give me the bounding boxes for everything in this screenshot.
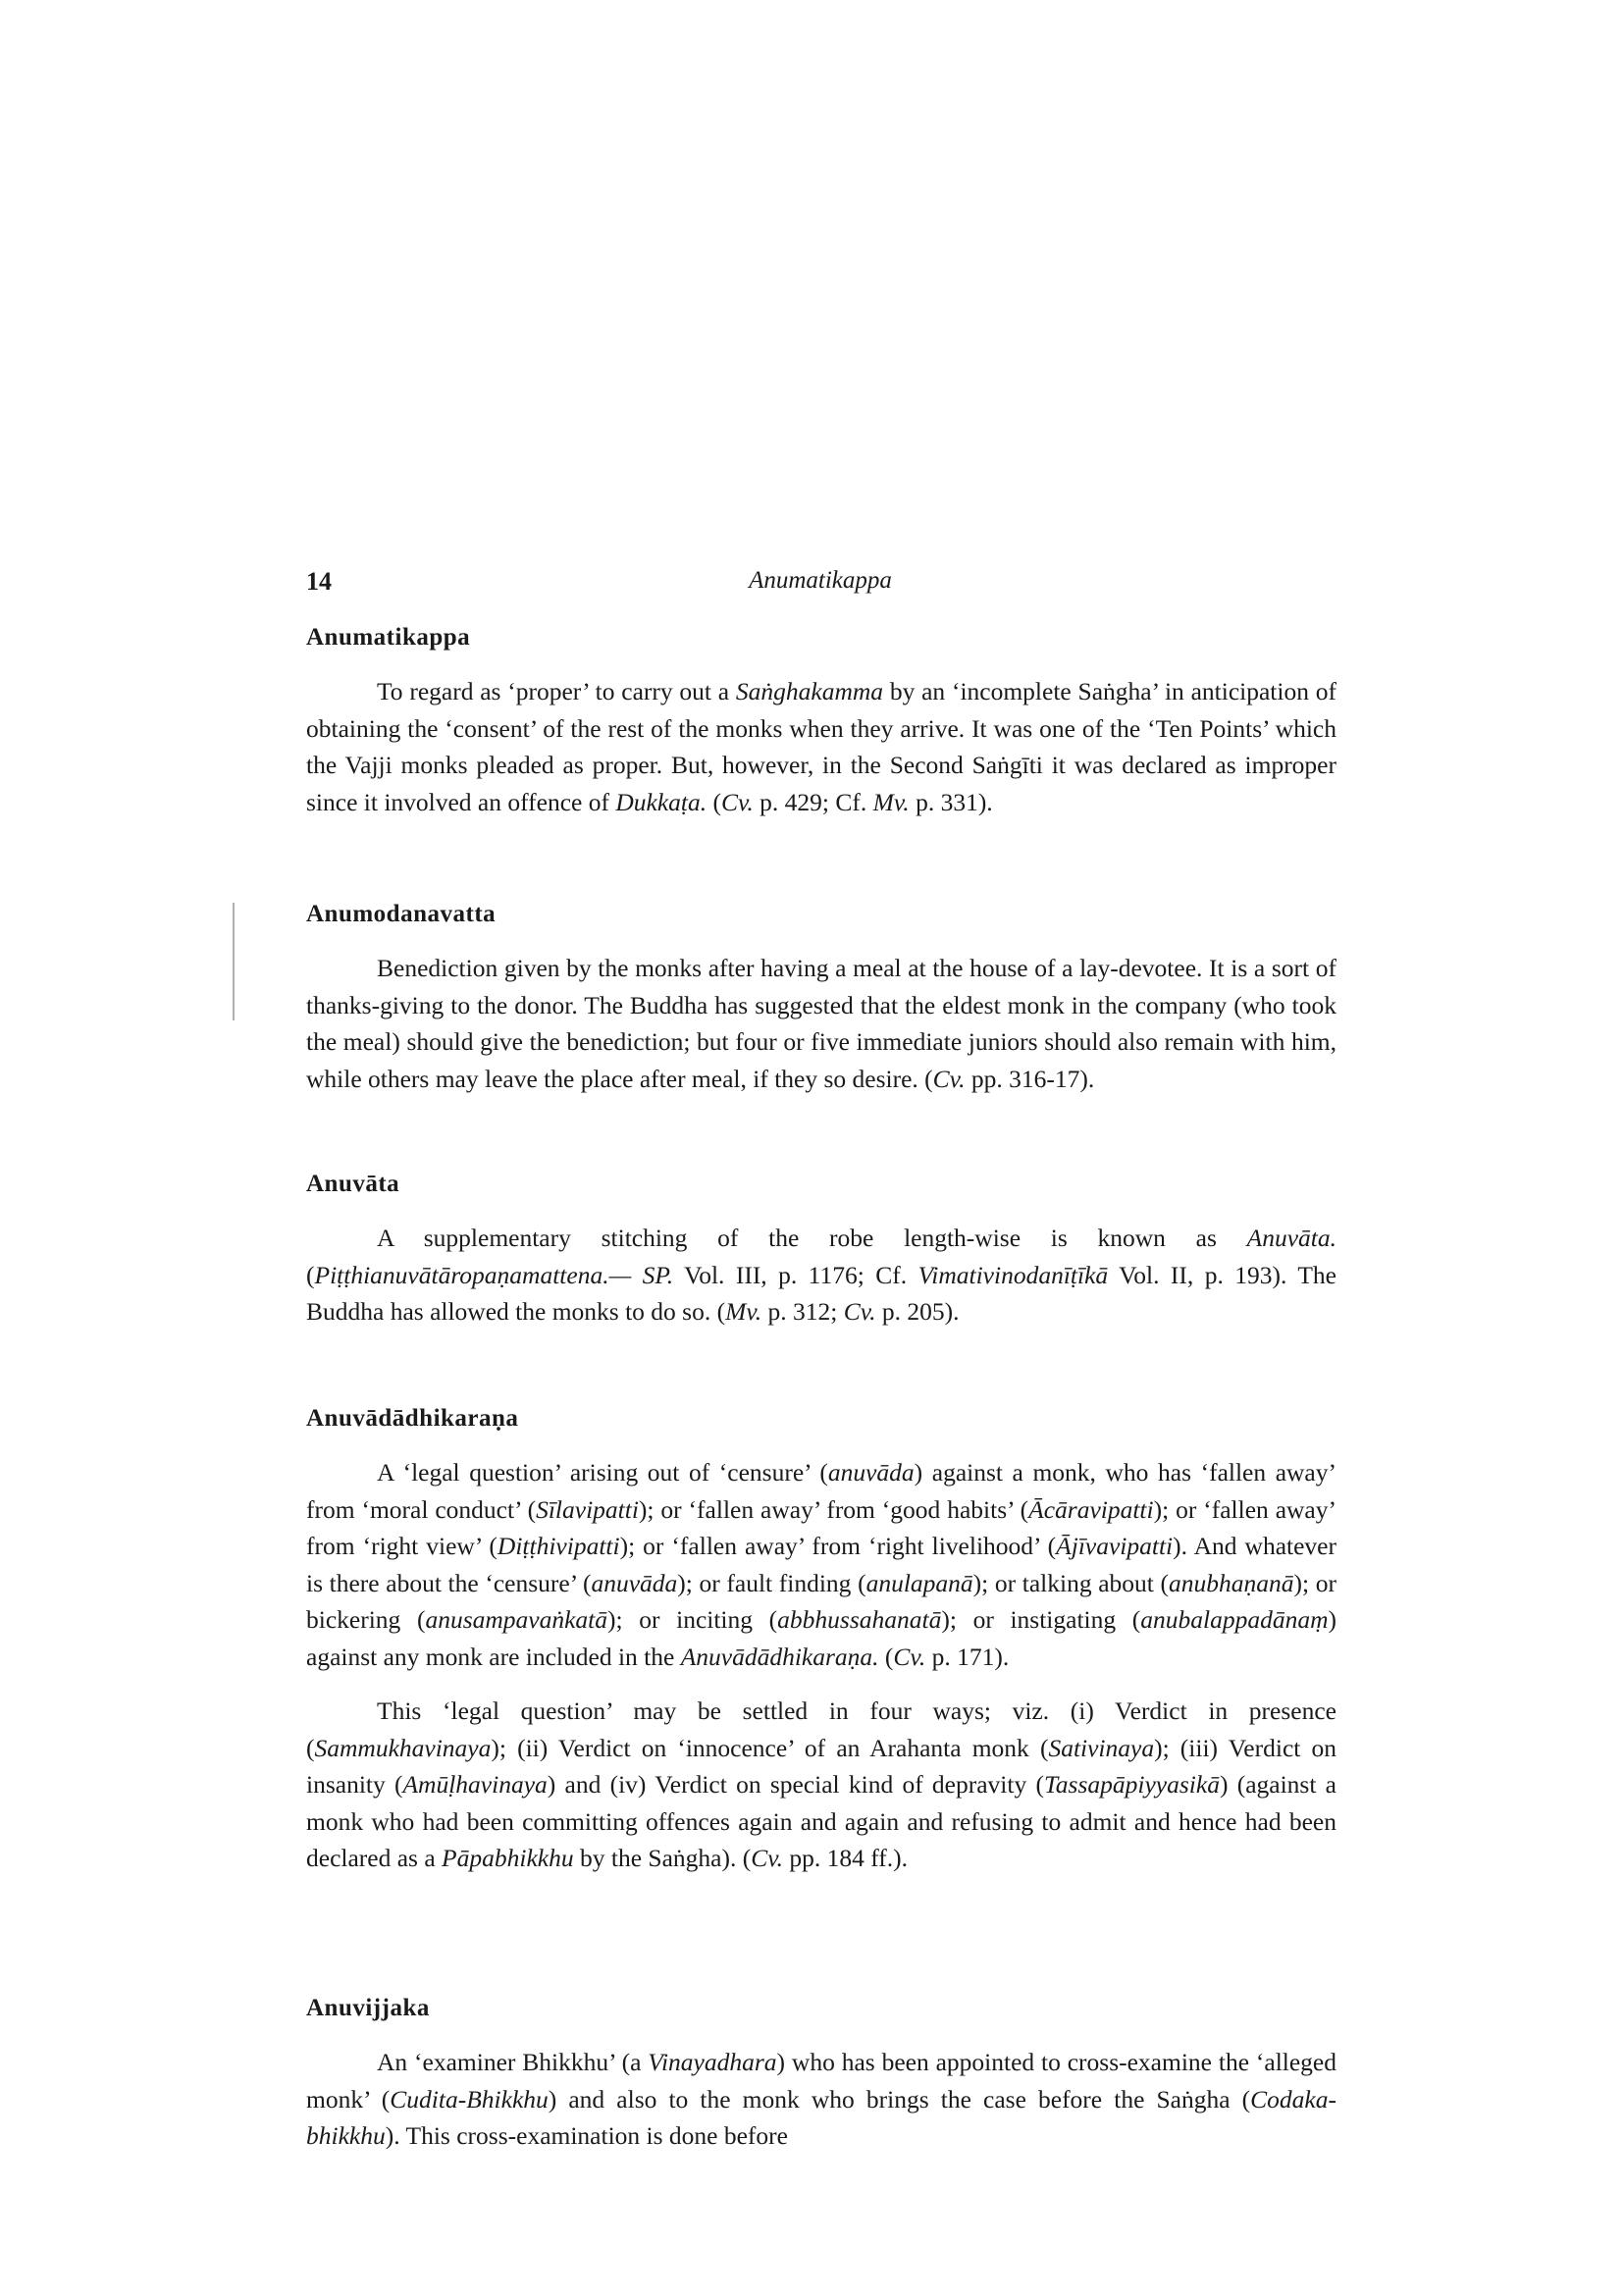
entry-headword: Anuvādādhikaraṇa — [306, 1405, 519, 1432]
text-run: A ‘legal question’ arising out of ‘censure’ ( — [377, 1458, 828, 1487]
text-run: ); or bickering ( — [306, 1568, 1336, 1634]
italic-term: Dukkaṭa. — [615, 787, 707, 816]
italic-term: Cv. — [843, 1297, 876, 1326]
text-run: ( — [878, 1642, 894, 1671]
italic-term: Cv. — [893, 1642, 926, 1671]
italic-term: Mv. — [725, 1297, 762, 1326]
text-run: ) against a monk, who has ‘fallen away’ from ‘moral conduct’ ( — [306, 1458, 1336, 1524]
text-run: ) against any monk are included in the — [306, 1605, 1336, 1671]
italic-term: anubalappadānaṃ — [1140, 1605, 1329, 1634]
entry-paragraph — [306, 2044, 1336, 2155]
italic-term: anuvāda — [591, 1568, 678, 1597]
entry-anumatikappa — [306, 624, 1336, 820]
text-run: ); or ‘fallen away’ from ‘good habits’ ( — [638, 1494, 1029, 1524]
text-run: ( — [707, 787, 721, 816]
text-run: ) and also to the monk who brings the case before the Saṅgha ( — [548, 2084, 1251, 2113]
italic-term: Tassapāpiyyasikā — [1043, 1770, 1220, 1799]
italic-term: Sativinaya — [1048, 1733, 1155, 1762]
italic-term: Anuvāta. — [1246, 1224, 1336, 1252]
italic-term: Anuvādādhikaraṇa. — [680, 1642, 879, 1671]
text-run: An ‘examiner Bhikkhu’ (a — [377, 2048, 649, 2076]
entry-headword: Anumodanavatta — [306, 901, 497, 927]
italic-term: Ājīvavipatti — [1056, 1532, 1174, 1560]
text-run: pp. 184 ff.). — [783, 1844, 909, 1872]
entry-body — [306, 1220, 1336, 1331]
text-run: ) and (iv) Verdict on special kind of depravity ( — [547, 1770, 1044, 1799]
italic-term: anusampavaṅkatā — [425, 1605, 607, 1634]
entry-paragraph — [306, 673, 1336, 820]
italic-term: Sīlavipatti — [536, 1494, 639, 1524]
entry-paragraph — [306, 1454, 1336, 1675]
text-run: A supplementary stitching of the robe length-wise is known as — [377, 1224, 1247, 1252]
italic-term: Vimativinodanīṭīkā — [917, 1260, 1109, 1289]
text-run: Vol. III, p. 1176; Cf. — [673, 1260, 918, 1289]
text-run: ); or ‘fallen away’ from ‘right view’ ( — [306, 1494, 1336, 1560]
entry-anuvata — [306, 1171, 1336, 1331]
entry-headword: Anuvāta — [306, 1171, 400, 1197]
text-run: ) (against a monk who had been committing offences again and again and refusing to admit and hence had been declared as a — [306, 1770, 1336, 1872]
text-run: ); (ii) Verdict on ‘innocence’ of an Arahanta monk ( — [491, 1733, 1049, 1762]
text-run: p. 205). — [875, 1297, 960, 1326]
entry-anuvijjaka — [306, 1995, 1336, 2155]
text-run: ); or inciting ( — [607, 1605, 778, 1634]
entry-paragraph — [306, 1693, 1336, 1877]
entry-paragraph — [306, 1220, 1336, 1331]
text-run: p. 429; Cf. — [753, 787, 873, 816]
text-run: ). This cross-examination is done before — [385, 2121, 788, 2150]
text-run: ) who has been appointed to cross-examine the ‘alleged monk’ ( — [306, 2048, 1337, 2113]
italic-term: Piṭṭhianuvātāropaṇamattena.— SP. — [314, 1260, 674, 1289]
text-run: p. 331). — [909, 787, 993, 816]
text-run: Benediction given by the monks after having a meal at the house of a lay-devotee. It is a sort of thanks-giving to the donor. The Buddha has suggested that the eldest monk in the company (who took the meal) should give the benediction; but four or five immediate juniors should also remain with him, while others may leave the place after meal, if they so desire. ( — [306, 954, 1336, 1093]
text-run: This ‘legal question’ may be settled in four ways; viz. (i) Verdict in presence ( — [306, 1696, 1336, 1762]
text-run: To regard as ‘proper’ to carry out a — [377, 677, 736, 705]
entry-headword: Anumatikappa — [306, 624, 471, 651]
text-run: ); or talking about ( — [972, 1568, 1170, 1597]
italic-term: Sammukhavinaya — [314, 1733, 492, 1762]
entry-body — [306, 673, 1336, 820]
entry-headword: Anuvijjaka — [306, 1995, 430, 2021]
text-run: ); or fault finding ( — [677, 1568, 866, 1597]
page-header — [306, 567, 1335, 602]
entry-body — [306, 2044, 1336, 2155]
italic-term: anulapanā — [865, 1568, 973, 1597]
text-run: ); (iii) Verdict on insanity ( — [306, 1733, 1336, 1799]
text-run: ). And whatever is there about the ‘censure’ ( — [306, 1532, 1336, 1597]
italic-term: Amūḷhavinaya — [402, 1770, 548, 1799]
running-title: Anumatikappa — [749, 567, 892, 594]
italic-term: Cv. — [932, 1064, 966, 1093]
text-run: p. 171). — [925, 1642, 1010, 1671]
entry-paragraph — [306, 950, 1336, 1097]
italic-term: Vinayadhara — [648, 2048, 777, 2076]
page-number: 14 — [306, 567, 332, 596]
italic-term: Cv. — [720, 787, 754, 816]
italic-term: abbhussahanatā — [777, 1605, 942, 1634]
italic-term: Codaka-bhikkhu — [306, 2084, 1336, 2150]
italic-term: Mv. — [872, 787, 910, 816]
entry-anuvadadhikarana — [306, 1405, 1336, 1877]
text-run: pp. 316-17). — [965, 1064, 1095, 1093]
text-run: p. 312; — [761, 1297, 844, 1326]
entry-body — [306, 1454, 1336, 1877]
italic-term: Ācāravipatti — [1028, 1494, 1154, 1524]
entry-anumodanavatta — [306, 901, 1336, 1097]
italic-term: anubhaṇanā — [1169, 1568, 1294, 1597]
text-run: ); or ‘fallen away’ from ‘right livelihood’ ( — [619, 1532, 1057, 1560]
italic-term: Cudita-Bhikkhu — [390, 2084, 549, 2113]
text-run: by an ‘incomplete Saṅgha’ in anticipation of obtaining the ‘consent’ of the rest of the monks when they arrive. It was one of the ‘Ten Points’ which the Vajji monks pleaded as proper. But, however, in the Second Saṅgīti it was declared as improper since it involved an offence of — [306, 677, 1336, 816]
italic-term: Pāpabhikkhu — [442, 1844, 574, 1872]
italic-term: anuvāda — [827, 1458, 915, 1487]
italic-term: Diṭṭhivipatti — [497, 1532, 620, 1560]
text-run: Vol. II, p. 193). The Buddha has allowed the monks to do so. ( — [306, 1260, 1336, 1326]
italic-term: Saṅghakamma — [735, 677, 884, 705]
margin-mark — [233, 903, 235, 1020]
italic-term: Cv. — [751, 1844, 784, 1872]
text-run: by the Saṅgha). ( — [573, 1844, 752, 1872]
text-run: ); or instigating ( — [941, 1605, 1141, 1634]
entry-body — [306, 950, 1336, 1097]
text-run: ( — [306, 1260, 315, 1289]
